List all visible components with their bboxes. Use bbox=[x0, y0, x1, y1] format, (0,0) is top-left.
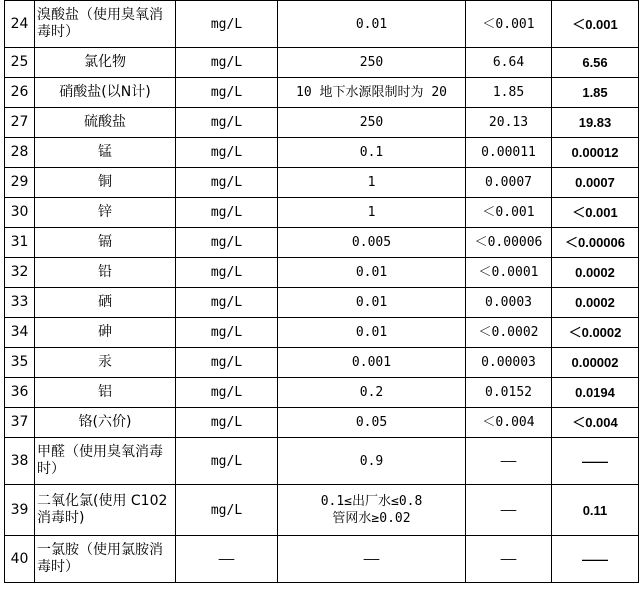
indicator-name: 砷 bbox=[35, 318, 176, 348]
result-value-1: —— bbox=[466, 485, 552, 536]
table-row bbox=[5, 408, 639, 438]
result-value-2: ＜0.004 bbox=[552, 408, 639, 438]
result-value-1: 0.00011 bbox=[466, 138, 552, 168]
table-row bbox=[5, 536, 639, 583]
limit-value bbox=[278, 485, 466, 536]
row-number: 35 bbox=[5, 348, 35, 378]
unit: mg/L bbox=[176, 318, 278, 348]
row-number: 34 bbox=[5, 318, 35, 348]
result-value-2: —— bbox=[552, 438, 639, 485]
limit-line-1: 0.1≤出厂水≤0.8 bbox=[320, 494, 423, 509]
row-number: 37 bbox=[5, 408, 35, 438]
unit: mg/L bbox=[176, 78, 278, 108]
result-value-1: 20.13 bbox=[466, 108, 552, 138]
row-number: 29 bbox=[5, 168, 35, 198]
result-value-1: —— bbox=[466, 438, 552, 485]
table-row bbox=[5, 485, 639, 536]
limit-value: 0.01 bbox=[278, 1, 466, 48]
indicator-name: 镉 bbox=[35, 228, 176, 258]
indicator-name: 二氧化氯(使用 C102 消毒时) bbox=[35, 485, 176, 536]
limit-value: 250 bbox=[278, 48, 466, 78]
indicator-name: 硝酸盐(以N计) bbox=[35, 78, 176, 108]
row-number: 40 bbox=[5, 536, 35, 583]
limit-value: 1 bbox=[278, 168, 466, 198]
limit-value: 250 bbox=[278, 108, 466, 138]
unit: mg/L bbox=[176, 198, 278, 228]
row-number: 36 bbox=[5, 378, 35, 408]
result-value-2: 19.83 bbox=[552, 108, 639, 138]
table-row bbox=[5, 138, 639, 168]
limit-value: 0.1 bbox=[278, 138, 466, 168]
result-value-1: 0.0003 bbox=[466, 288, 552, 318]
unit: mg/L bbox=[176, 138, 278, 168]
table-row bbox=[5, 258, 639, 288]
indicator-name: 汞 bbox=[35, 348, 176, 378]
indicator-name: 铝 bbox=[35, 378, 176, 408]
unit: mg/L bbox=[176, 485, 278, 536]
result-value-2: 0.0007 bbox=[552, 168, 639, 198]
table-row bbox=[5, 1, 639, 48]
indicator-name: 锌 bbox=[35, 198, 176, 228]
unit: mg/L bbox=[176, 288, 278, 318]
result-value-2: 0.11 bbox=[552, 485, 639, 536]
result-value-2: ＜0.0002 bbox=[552, 318, 639, 348]
unit: —— bbox=[176, 536, 278, 583]
result-value-1: ＜0.004 bbox=[466, 408, 552, 438]
unit: mg/L bbox=[176, 228, 278, 258]
row-number: 33 bbox=[5, 288, 35, 318]
table-row bbox=[5, 378, 639, 408]
result-value-1: 6.64 bbox=[466, 48, 552, 78]
row-number: 26 bbox=[5, 78, 35, 108]
limit-line-2: 管网水≥0.02 bbox=[332, 511, 411, 526]
indicator-name: 锰 bbox=[35, 138, 176, 168]
table-row bbox=[5, 348, 639, 378]
unit: mg/L bbox=[176, 438, 278, 485]
row-number: 27 bbox=[5, 108, 35, 138]
limit-value: 0.01 bbox=[278, 288, 466, 318]
unit: mg/L bbox=[176, 348, 278, 378]
limit-value: 0.2 bbox=[278, 378, 466, 408]
limit-value: 0.05 bbox=[278, 408, 466, 438]
limit-value: 0.01 bbox=[278, 318, 466, 348]
table-row bbox=[5, 288, 639, 318]
result-value-2: ＜0.001 bbox=[552, 198, 639, 228]
result-value-2: 0.0194 bbox=[552, 378, 639, 408]
indicator-name: 铬(六价) bbox=[35, 408, 176, 438]
result-value-2: 0.0002 bbox=[552, 258, 639, 288]
limit-value: —— bbox=[278, 536, 466, 583]
result-value-2: 0.0002 bbox=[552, 288, 639, 318]
unit: mg/L bbox=[176, 378, 278, 408]
result-value-1: 0.0152 bbox=[466, 378, 552, 408]
table-row bbox=[5, 48, 639, 78]
row-number: 25 bbox=[5, 48, 35, 78]
row-number: 38 bbox=[5, 438, 35, 485]
limit-value: 10 地下水源限制时为 20 bbox=[278, 78, 466, 108]
result-value-2: 0.00012 bbox=[552, 138, 639, 168]
table-row bbox=[5, 228, 639, 258]
unit: mg/L bbox=[176, 408, 278, 438]
unit: mg/L bbox=[176, 48, 278, 78]
table-row bbox=[5, 108, 639, 138]
indicator-name: 甲醛（使用臭氧消毒时） bbox=[35, 438, 176, 485]
result-value-1: ＜0.001 bbox=[466, 1, 552, 48]
indicator-name: 溴酸盐（使用臭氧消毒时） bbox=[35, 1, 176, 48]
table-row bbox=[5, 198, 639, 228]
table-row bbox=[5, 438, 639, 485]
unit: mg/L bbox=[176, 108, 278, 138]
result-value-1: ＜0.00006 bbox=[466, 228, 552, 258]
indicator-name: 硫酸盐 bbox=[35, 108, 176, 138]
unit: mg/L bbox=[176, 1, 278, 48]
indicator-name: 铜 bbox=[35, 168, 176, 198]
result-value-1: 0.00003 bbox=[466, 348, 552, 378]
unit: mg/L bbox=[176, 258, 278, 288]
result-value-2: 0.00002 bbox=[552, 348, 639, 378]
row-number: 28 bbox=[5, 138, 35, 168]
row-number: 39 bbox=[5, 485, 35, 536]
row-number: 30 bbox=[5, 198, 35, 228]
result-value-2: ＜0.001 bbox=[552, 1, 639, 48]
result-value-1: ＜0.0001 bbox=[466, 258, 552, 288]
result-value-1: ＜0.001 bbox=[466, 198, 552, 228]
row-number: 31 bbox=[5, 228, 35, 258]
result-value-1: 0.0007 bbox=[466, 168, 552, 198]
row-number: 32 bbox=[5, 258, 35, 288]
indicator-name: 硒 bbox=[35, 288, 176, 318]
water-quality-table bbox=[4, 0, 639, 583]
result-value-2: ＜0.00006 bbox=[552, 228, 639, 258]
limit-value: 0.001 bbox=[278, 348, 466, 378]
result-value-2: —— bbox=[552, 536, 639, 583]
result-value-2: 6.56 bbox=[552, 48, 639, 78]
table-row bbox=[5, 168, 639, 198]
indicator-name: 氯化物 bbox=[35, 48, 176, 78]
result-value-1: —— bbox=[466, 536, 552, 583]
result-value-1: ＜0.0002 bbox=[466, 318, 552, 348]
result-value-2: 1.85 bbox=[552, 78, 639, 108]
limit-value: 0.005 bbox=[278, 228, 466, 258]
indicator-name: 铅 bbox=[35, 258, 176, 288]
table-row bbox=[5, 78, 639, 108]
indicator-name: 一氯胺（使用氯胺消毒时） bbox=[35, 536, 176, 583]
unit: mg/L bbox=[176, 168, 278, 198]
limit-value: 0.01 bbox=[278, 258, 466, 288]
result-value-1: 1.85 bbox=[466, 78, 552, 108]
table-row bbox=[5, 318, 639, 348]
limit-value: 1 bbox=[278, 198, 466, 228]
row-number: 24 bbox=[5, 1, 35, 48]
limit-value: 0.9 bbox=[278, 438, 466, 485]
